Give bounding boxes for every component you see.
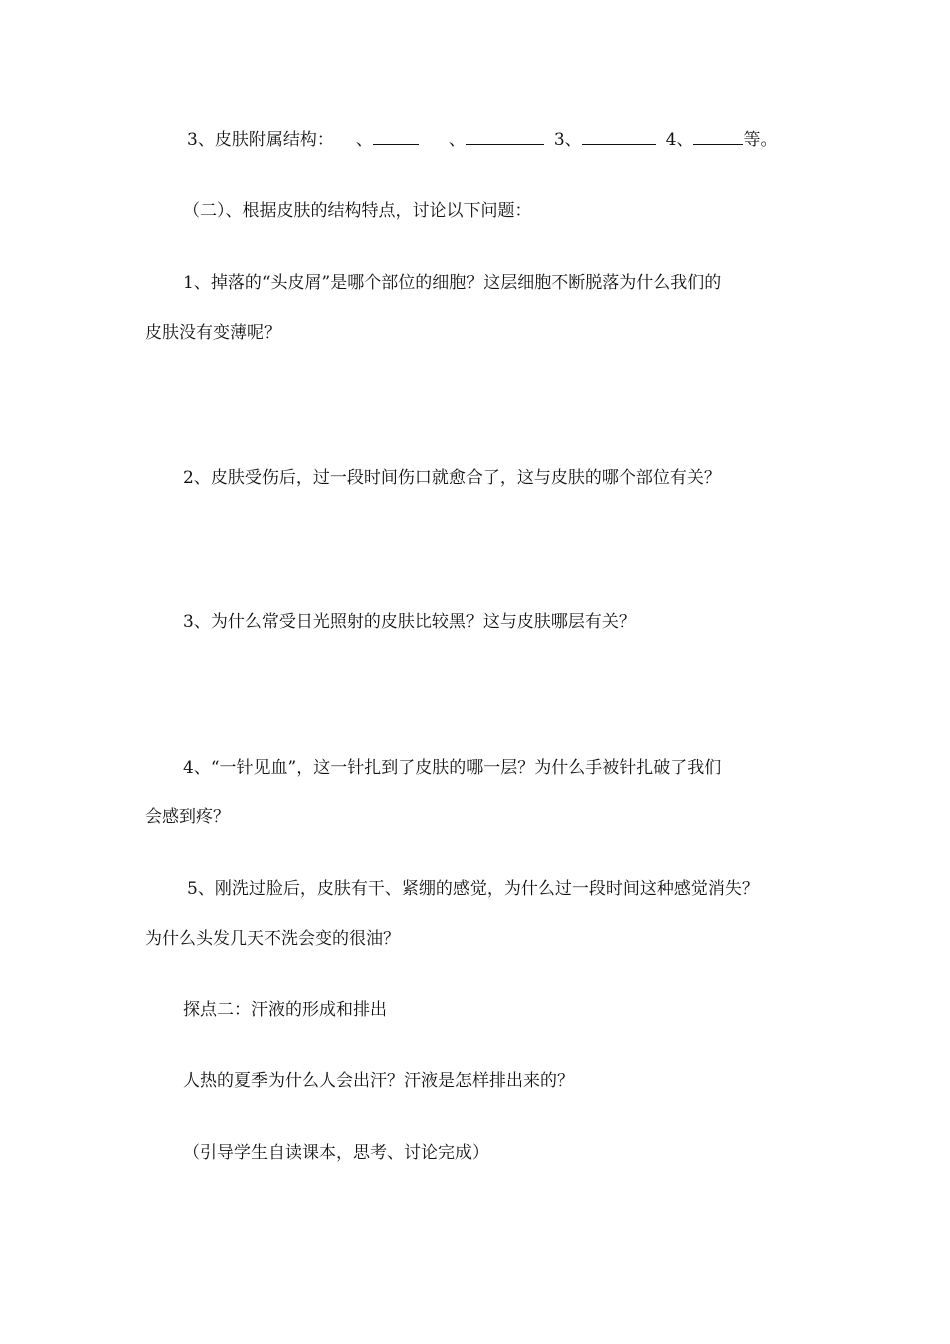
section-heading: （二）、根据皮肤的结构特点，讨论以下问题： [183,201,532,221]
question-1-line-1: 1、掉落的“头皮屑”是哪个部位的细胞？这层细胞不断脱落为什么我们的 [183,273,722,293]
blank-1[interactable] [373,128,419,145]
question-3: 3、为什么常受日光照射的皮肤比较黑？这与皮肤哪层有关？ [183,612,636,632]
blank-3[interactable] [582,128,656,145]
blank-2[interactable] [466,128,544,145]
explore-question: 人热的夏季为什么人会出汗？汗液是怎样排出来的？ [183,1071,574,1091]
question-4-line-1: 4、“一针见血”，这一针扎到了皮肤的哪一层？为什么手被针扎破了我们 [183,758,722,778]
fill-in-line [187,128,777,151]
fill-in-separator-1: 、 [355,130,373,150]
blank-4[interactable] [693,128,743,145]
fill-in-item-4: 4、 [665,130,694,150]
question-5-line-2: 为什么头发几天不洗会变的很油？ [145,929,400,949]
explore-note: （引导学生自读课本，思考、讨论完成） [183,1143,489,1163]
explore-title: 探点二：汗液的形成和排出 [183,1000,387,1020]
question-4-line-2: 会感到疼？ [145,807,230,827]
fill-in-separator-2: 、 [448,130,466,150]
fill-in-suffix: 等。 [743,130,778,150]
fill-in-prefix: 3、皮肤附属结构： [187,130,334,150]
fill-in-item-3: 3、 [553,130,582,150]
question-1-line-2: 皮肤没有变薄呢？ [145,323,281,343]
question-5-line-1: 5、刚洗过脸后，皮肤有干、紧绷的感觉，为什么过一段时间这种感觉消失？ [187,879,759,899]
question-2: 2、皮肤受伤后，过一段时间伤口就愈合了，这与皮肤的哪个部位有关？ [183,468,721,488]
